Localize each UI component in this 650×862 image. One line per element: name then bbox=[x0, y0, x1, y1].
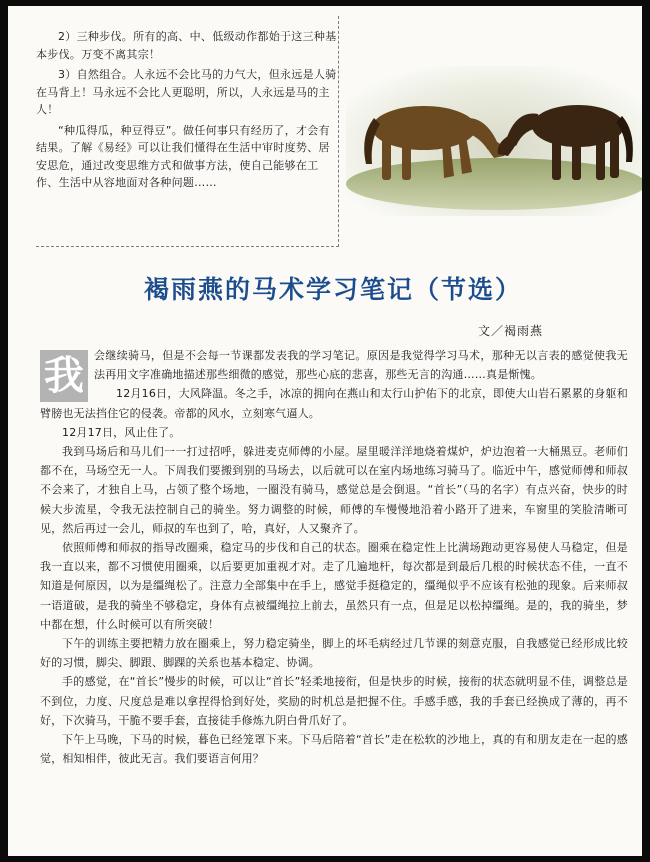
body-paragraph-3: 我到马场后和马儿们一一打过招呼，躲进麦克师傅的小屋。屋里暖洋洋地烧着煤炉，炉边泡着一大桶黑豆。老师们都不在，马场空无一人。下周我们要搬到别的马场去，以后就可以在室内场地练习骑马了。临近中午，感觉师傅和师叔不会来了，才独自上马，占领了整个场地，一圈没有骑马，感觉总是会倒退。“首长”（马的名字）有点兴奋，快步的时候大步流星，令我无法控制自己的骑坐。努力调整的时候，师傅的车慢慢地沿着小路开了进来，车窗里的笑脸清晰可见，然后再过一会儿，师叔的车也到了，哈，真好，人又聚齐了。 bbox=[40, 445, 628, 535]
lead-text: 会继续骑马，但是不会每一节课都发表我的学习笔记。原因是我觉得学习马术，那种无以言表的感觉使我无法再用文字准确地描述那些细微的感觉，那些心底的悲喜，那些无言的沟通……真是惭愧。 bbox=[94, 349, 628, 382]
body-paragraph-4: 依照师傅和师叔的指导改圈乘，稳定马的步伐和自己的状态。圈乘在稳定性上比满场跑动更容易使人马稳定，但是我一直以来，都不习惯使用圈乘，以后要更加重视才对。走了几遍地杆，每次都是到最后几根的时候状态不佳，一直不知道是何原因，以为是缰绳松了。注意力全部集中在手上，感觉手挺稳定的，缰绳似乎不应该有松弛的现象。后来师叔一语道破，是我的骑坐不够稳定，身体有点被缰绳拉上前去，虽然只有一点，但是足以松掉缰绳。是的，我的骑坐，梦中都在想，什么时候可以有所突破！ bbox=[40, 541, 628, 631]
article-body bbox=[40, 346, 628, 768]
body-paragraph-1: 12月16日，大风降温。冬之手，冰凉的拥向在燕山和太行山护佑下的北京，即使大山岩石累累的身躯和臂膀也无法挡住它的侵袭。帝都的风水，立刻寒气逼人。 bbox=[40, 387, 628, 420]
magazine-page bbox=[8, 6, 642, 856]
article-title: 褐雨燕的马术学习笔记（节选） bbox=[143, 275, 522, 304]
excerpt-paragraph-2: 3）自然组合。人永远不会比马的力气大，但永远是人骑在马背上！马永远不会比人更聪明，所以，人永远是马的主人！ bbox=[36, 68, 337, 116]
lead-paragraph bbox=[40, 346, 628, 399]
body-paragraph-6: 手的感觉，在“首长”慢步的时候，可以让“首长”轻柔地接衔，但是快步的时候，接衔的状态就明显不佳，调整总是不到位，力度、尺度总是难以拿捏得恰到好处，奖励的时机总是把握不住。手感手感，我的手套已经换成了薄的，再不好，下次骑马，干脆不要手套，直接徒手修炼九阴白骨爪好了。 bbox=[40, 675, 628, 727]
body-paragraph-7: 下午上马晚，下马的时候，暮色已经笼罩下来。下马后陪着“首长”走在松软的沙地上，真的有和朋友走在一起的感觉，相知相伴，彼此无言。我们要语言何用？ bbox=[40, 733, 628, 766]
excerpt-paragraph-1: 2）三种步伐。所有的高、中、低级动作都始于这三种基本步伐。万变不离其宗！ bbox=[36, 30, 337, 61]
excerpt-paragraph-3: “种瓜得瓜，种豆得豆”。做任何事只有经历了，才会有结果。了解《易经》可以让我们懂得在生活中审时度势、居安思危，通过改变思维方式和做事方法，使自己能够在工作、生活中从容地面对各种问题…… bbox=[36, 123, 330, 189]
two-horses-icon bbox=[346, 66, 642, 216]
drop-cap: 我 bbox=[40, 350, 88, 402]
body-paragraph-5: 下午的训练主要把精力放在圈乘上，努力稳定骑坐，脚上的坏毛病经过几节课的刻意克服，自我感觉已经形成比较好的习惯，脚尖、脚跟、脚踝的关系也基本稳定、协调。 bbox=[40, 637, 628, 670]
previous-article-excerpt bbox=[36, 16, 339, 247]
horses-photo bbox=[346, 66, 642, 216]
article-byline: 文／褐雨燕 bbox=[478, 324, 544, 338]
body-paragraph-2: 12月17日，风止住了。 bbox=[62, 425, 181, 439]
